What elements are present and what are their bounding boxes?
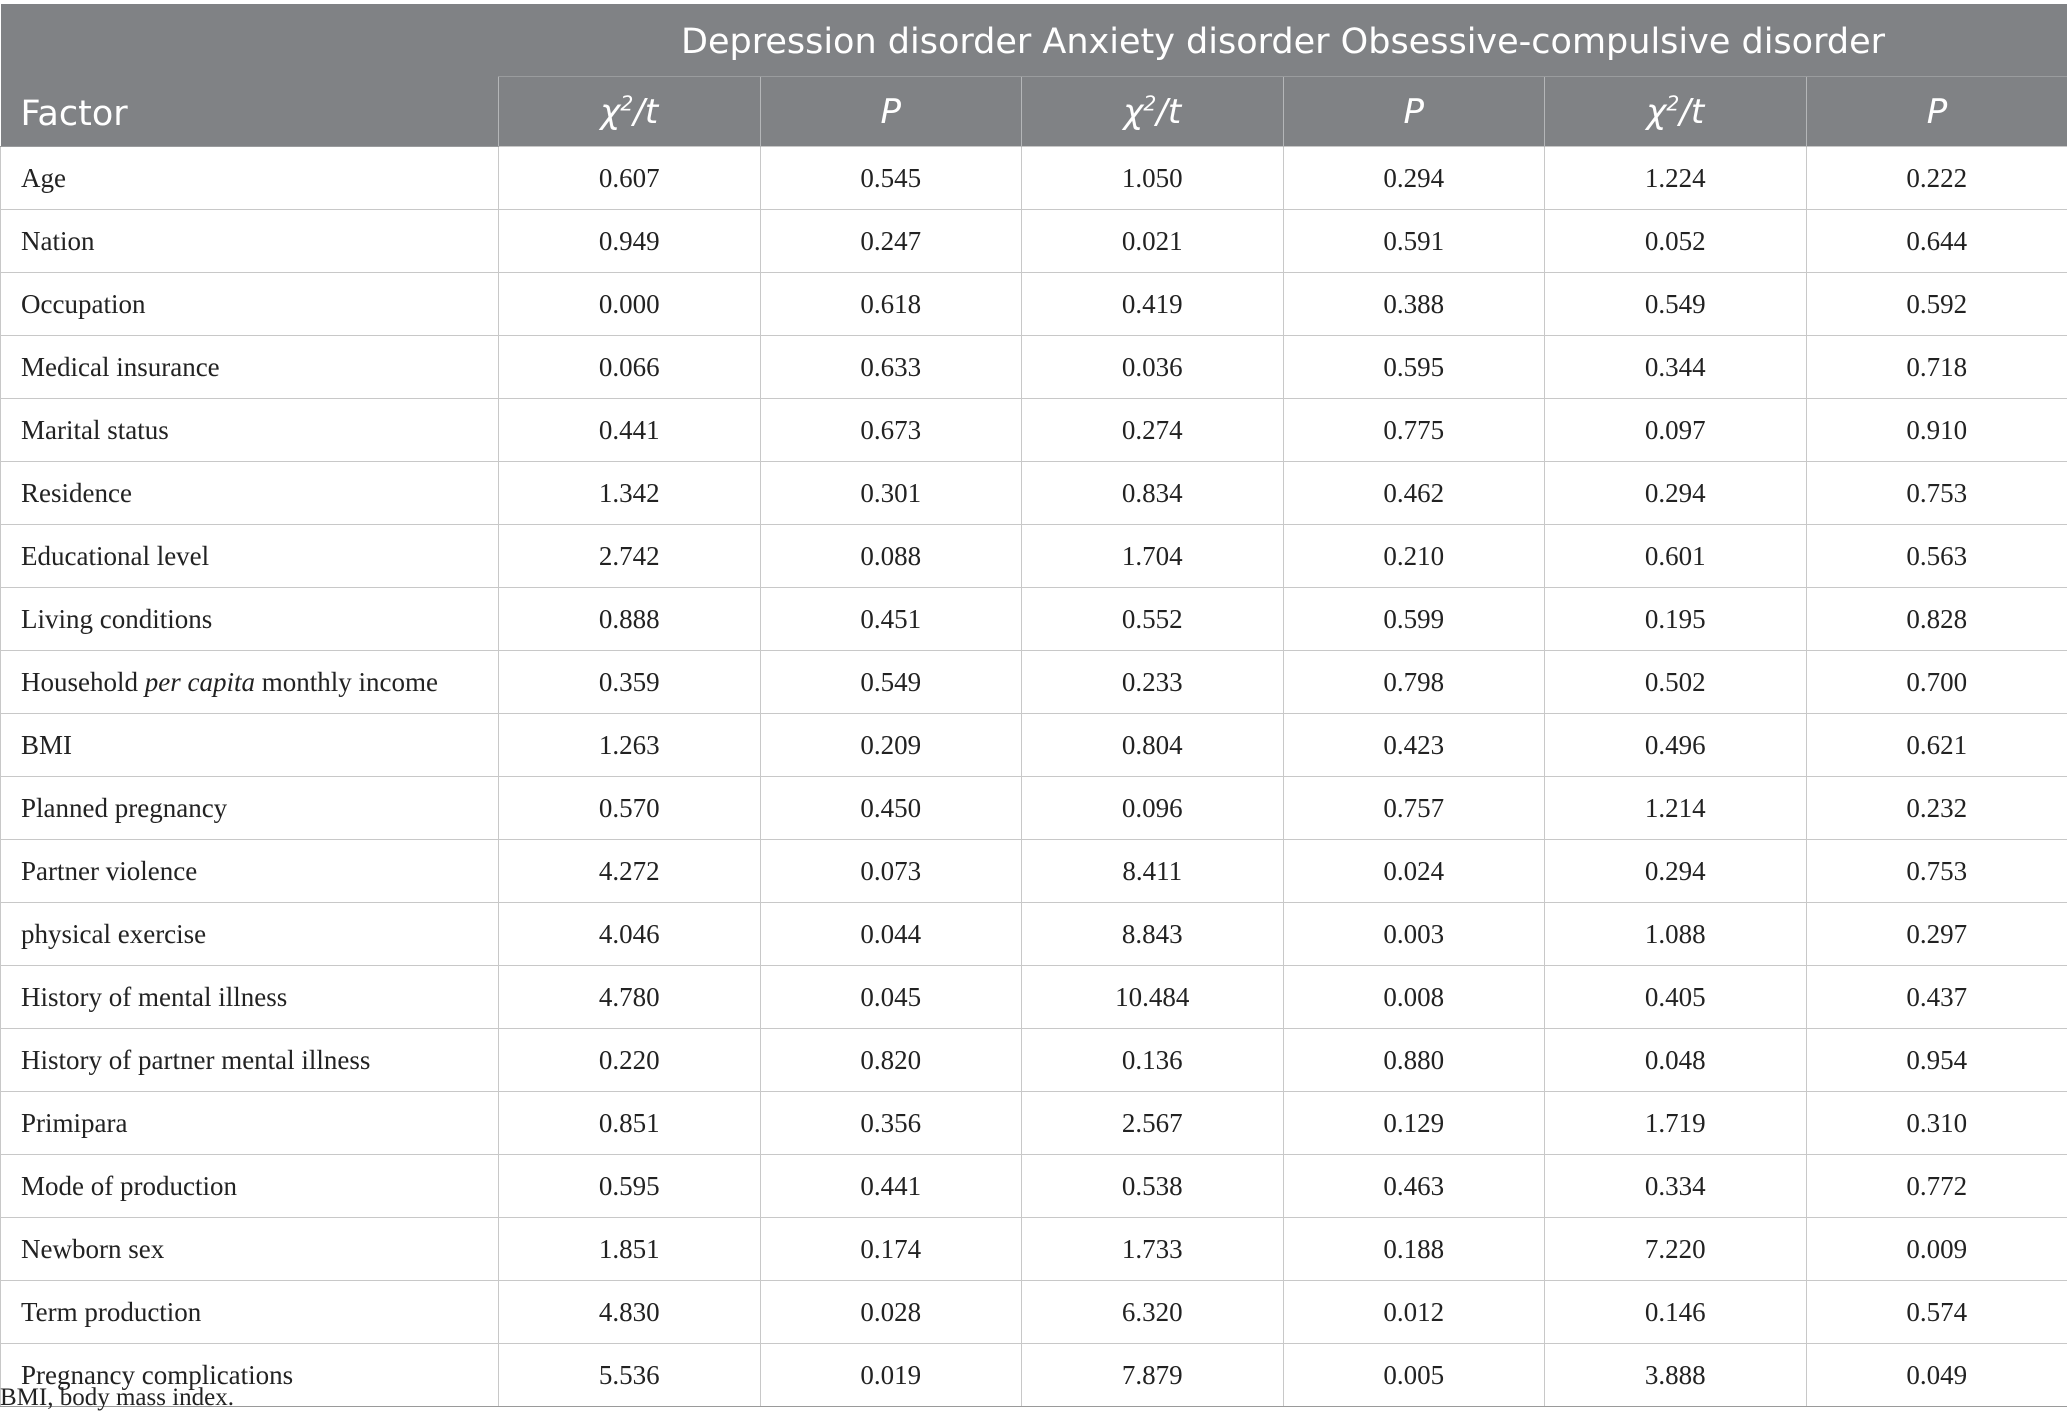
table-row (1, 714, 2067, 777)
value-cell: 1.342 (499, 462, 761, 525)
value-cell: 0.570 (499, 777, 761, 840)
value-cell: 0.188 (1283, 1218, 1545, 1281)
value-cell: 0.009 (1806, 1218, 2067, 1281)
table-row (1, 336, 2067, 399)
value-cell: 0.036 (1022, 336, 1284, 399)
factor-cell: BMI (1, 714, 499, 777)
value-cell: 2.567 (1022, 1092, 1284, 1155)
value-cell: 0.563 (1806, 525, 2067, 588)
value-cell: 0.496 (1545, 714, 1807, 777)
value-cell: 0.024 (1283, 840, 1545, 903)
value-cell: 0.097 (1545, 399, 1807, 462)
value-cell: 0.334 (1545, 1155, 1807, 1218)
value-cell: 0.880 (1283, 1029, 1545, 1092)
factor-cell: Partner violence (1, 840, 499, 903)
factor-cell: History of partner mental illness (1, 1029, 499, 1092)
depression-stat-header: $\chi^2/t$ (499, 77, 761, 147)
table-row (1, 1029, 2067, 1092)
value-cell: 7.879 (1022, 1344, 1284, 1407)
value-cell: 0.601 (1545, 525, 1807, 588)
factor-cell: Household per capita monthly income (1, 651, 499, 714)
value-cell: 0.388 (1283, 273, 1545, 336)
value-cell: 0.146 (1545, 1281, 1807, 1344)
value-cell: 0.066 (499, 336, 761, 399)
value-cell: 0.019 (760, 1344, 1022, 1407)
value-cell: 4.272 (499, 840, 761, 903)
value-cell: 0.545 (760, 147, 1022, 210)
table-row (1, 462, 2067, 525)
value-cell: 0.000 (499, 273, 761, 336)
value-cell: 0.798 (1283, 651, 1545, 714)
value-cell: 0.088 (760, 525, 1022, 588)
value-cell: 0.222 (1806, 147, 2067, 210)
value-cell: 0.772 (1806, 1155, 2067, 1218)
table-row (1, 1281, 2067, 1344)
value-cell: 0.005 (1283, 1344, 1545, 1407)
value-cell: 10.484 (1022, 966, 1284, 1029)
value-cell: 0.592 (1806, 273, 2067, 336)
factor-cell: Primipara (1, 1092, 499, 1155)
value-cell: 6.320 (1022, 1281, 1284, 1344)
value-cell: 0.549 (1545, 273, 1807, 336)
value-cell: 0.441 (499, 399, 761, 462)
value-cell: 0.591 (1283, 210, 1545, 273)
value-cell: 0.405 (1545, 966, 1807, 1029)
value-cell: 0.618 (760, 273, 1022, 336)
table-row (1, 1092, 2067, 1155)
value-cell: 0.052 (1545, 210, 1807, 273)
factor-cell: History of mental illness (1, 966, 499, 1029)
value-cell: 0.419 (1022, 273, 1284, 336)
value-cell: 1.050 (1022, 147, 1284, 210)
value-cell: 0.073 (760, 840, 1022, 903)
table-row (1, 777, 2067, 840)
value-cell: 0.888 (499, 588, 761, 651)
value-cell: 0.048 (1545, 1029, 1807, 1092)
ocd-p-header: P (1806, 77, 2067, 147)
factor-column-header: Factor (1, 4, 499, 147)
table-row (1, 210, 2067, 273)
table-row (1, 273, 2067, 336)
factor-cell: Nation (1, 210, 499, 273)
value-cell: 0.129 (1283, 1092, 1545, 1155)
value-cell: 0.450 (760, 777, 1022, 840)
depression-p-header: P (760, 77, 1022, 147)
value-cell: 0.195 (1545, 588, 1807, 651)
value-cell: 0.851 (499, 1092, 761, 1155)
value-cell: 0.012 (1283, 1281, 1545, 1344)
factor-table (0, 4, 2067, 1407)
table-row (1, 903, 2067, 966)
table-row (1, 525, 2067, 588)
disorder-group-header: Depression disorder Anxiety disorder Obsessive-compulsive disorder (499, 4, 2067, 77)
value-cell: 0.423 (1283, 714, 1545, 777)
value-cell: 0.954 (1806, 1029, 2067, 1092)
value-cell: 0.008 (1283, 966, 1545, 1029)
value-cell: 4.046 (499, 903, 761, 966)
value-cell: 1.214 (1545, 777, 1807, 840)
value-cell: 8.843 (1022, 903, 1284, 966)
table-row (1, 147, 2067, 210)
value-cell: 0.049 (1806, 1344, 2067, 1407)
value-cell: 0.247 (760, 210, 1022, 273)
value-cell: 0.462 (1283, 462, 1545, 525)
factor-cell: Residence (1, 462, 499, 525)
value-cell: 0.028 (760, 1281, 1022, 1344)
value-cell: 0.463 (1283, 1155, 1545, 1218)
value-cell: 0.549 (760, 651, 1022, 714)
value-cell: 1.224 (1545, 147, 1807, 210)
value-cell: 0.003 (1283, 903, 1545, 966)
value-cell: 0.359 (499, 651, 761, 714)
anxiety-stat-header: $\chi^2/t$ (1022, 77, 1284, 147)
value-cell: 0.136 (1022, 1029, 1284, 1092)
factor-cell: Medical insurance (1, 336, 499, 399)
value-cell: 0.595 (499, 1155, 761, 1218)
value-cell: 1.851 (499, 1218, 761, 1281)
table-row (1, 1155, 2067, 1218)
table-row (1, 1218, 2067, 1281)
table-row (1, 966, 2067, 1029)
value-cell: 0.210 (1283, 525, 1545, 588)
value-cell: 0.044 (760, 903, 1022, 966)
value-cell: 5.536 (499, 1344, 761, 1407)
value-cell: 0.644 (1806, 210, 2067, 273)
value-cell: 0.753 (1806, 840, 2067, 903)
table-row (1, 1344, 2067, 1407)
factor-cell: Mode of production (1, 1155, 499, 1218)
value-cell: 4.780 (499, 966, 761, 1029)
value-cell: 0.310 (1806, 1092, 2067, 1155)
value-cell: 0.552 (1022, 588, 1284, 651)
value-cell: 1.733 (1022, 1218, 1284, 1281)
value-cell: 0.834 (1022, 462, 1284, 525)
value-cell: 0.820 (760, 1029, 1022, 1092)
value-cell: 0.574 (1806, 1281, 2067, 1344)
value-cell: 0.451 (760, 588, 1022, 651)
factor-cell: Educational level (1, 525, 499, 588)
value-cell: 1.088 (1545, 903, 1807, 966)
value-cell: 0.437 (1806, 966, 2067, 1029)
table-row (1, 840, 2067, 903)
value-cell: 0.673 (760, 399, 1022, 462)
value-cell: 0.356 (760, 1092, 1022, 1155)
factor-cell: Newborn sex (1, 1218, 499, 1281)
factor-cell: Occupation (1, 273, 499, 336)
factor-cell: Marital status (1, 399, 499, 462)
value-cell: 0.607 (499, 147, 761, 210)
value-cell: 7.220 (1545, 1218, 1807, 1281)
value-cell: 0.274 (1022, 399, 1284, 462)
value-cell: 0.021 (1022, 210, 1284, 273)
value-cell: 0.910 (1806, 399, 2067, 462)
value-cell: 2.742 (499, 525, 761, 588)
value-cell: 0.294 (1283, 147, 1545, 210)
value-cell: 0.502 (1545, 651, 1807, 714)
value-cell: 0.301 (760, 462, 1022, 525)
value-cell: 8.411 (1022, 840, 1284, 903)
value-cell: 0.209 (760, 714, 1022, 777)
value-cell: 0.633 (760, 336, 1022, 399)
value-cell: 1.704 (1022, 525, 1284, 588)
value-cell: 0.599 (1283, 588, 1545, 651)
value-cell: 0.233 (1022, 651, 1284, 714)
value-cell: 0.718 (1806, 336, 2067, 399)
factor-cell: Planned pregnancy (1, 777, 499, 840)
table-row (1, 399, 2067, 462)
value-cell: 3.888 (1545, 1344, 1807, 1407)
value-cell: 0.595 (1283, 336, 1545, 399)
factor-cell: Living conditions (1, 588, 499, 651)
value-cell: 4.830 (499, 1281, 761, 1344)
value-cell: 0.804 (1022, 714, 1284, 777)
value-cell: 0.621 (1806, 714, 2067, 777)
factor-cell: Pregnancy complications (1, 1344, 499, 1407)
value-cell: 0.096 (1022, 777, 1284, 840)
factor-cell: Term production (1, 1281, 499, 1344)
value-cell: 0.757 (1283, 777, 1545, 840)
value-cell: 0.344 (1545, 336, 1807, 399)
value-cell: 1.263 (499, 714, 761, 777)
value-cell: 0.700 (1806, 651, 2067, 714)
value-cell: 0.297 (1806, 903, 2067, 966)
value-cell: 0.294 (1545, 462, 1807, 525)
table-row (1, 588, 2067, 651)
value-cell: 0.441 (760, 1155, 1022, 1218)
value-cell: 0.828 (1806, 588, 2067, 651)
value-cell: 0.232 (1806, 777, 2067, 840)
anxiety-p-header: P (1283, 77, 1545, 147)
value-cell: 0.045 (760, 966, 1022, 1029)
value-cell: 0.538 (1022, 1155, 1284, 1218)
value-cell: 1.719 (1545, 1092, 1807, 1155)
table-footnote: BMI, body mass index. (0, 1384, 235, 1411)
value-cell: 0.220 (499, 1029, 761, 1092)
value-cell: 0.294 (1545, 840, 1807, 903)
value-cell: 0.174 (760, 1218, 1022, 1281)
table-row (1, 651, 2067, 714)
ocd-stat-header: $\chi^2/t$ (1545, 77, 1807, 147)
factor-cell: Age (1, 147, 499, 210)
table-body (1, 147, 2067, 1407)
value-cell: 0.753 (1806, 462, 2067, 525)
value-cell: 0.775 (1283, 399, 1545, 462)
value-cell: 0.949 (499, 210, 761, 273)
factor-cell: physical exercise (1, 903, 499, 966)
